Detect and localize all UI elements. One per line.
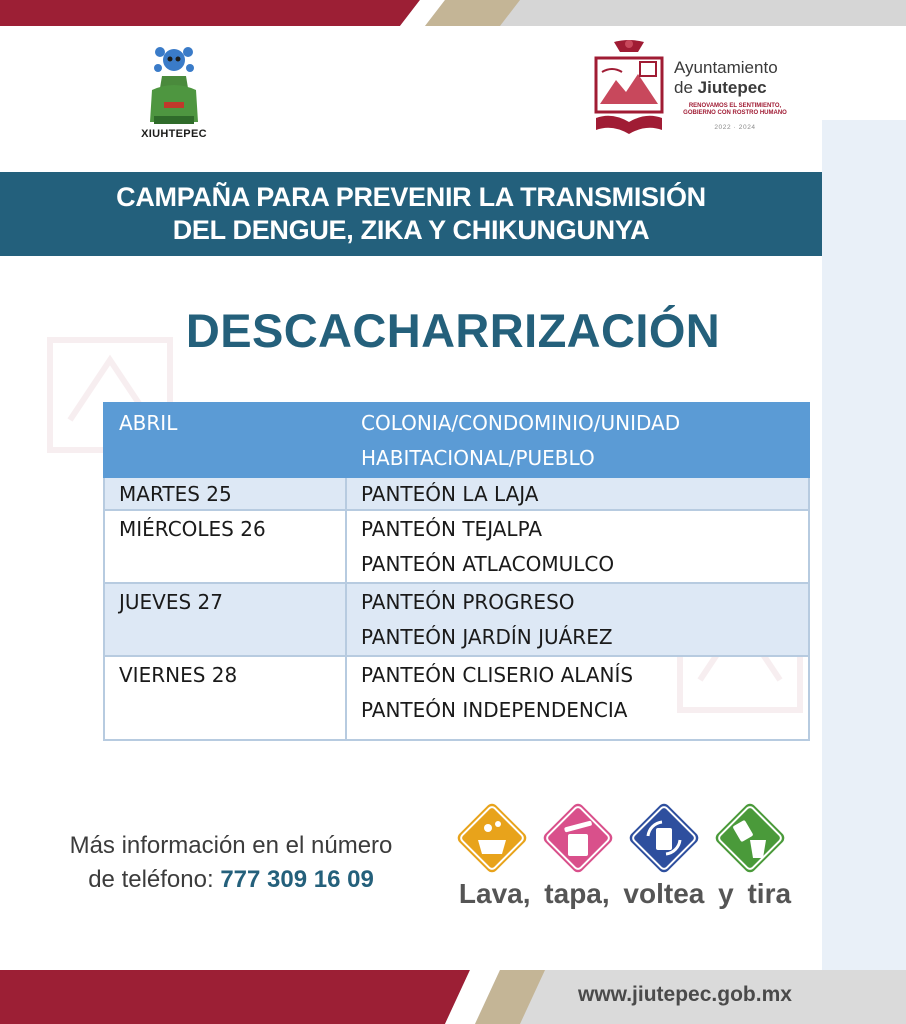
flip-icon [626, 800, 702, 876]
jiutepec-emblem-icon [592, 38, 666, 142]
header-month: ABRIL [104, 403, 346, 477]
campaign-banner-line-1: CAMPAÑA PARA PREVENIR LA TRANSMISIÓN [116, 182, 706, 212]
page-title: DESCACHARRIZACIÓN [185, 304, 721, 357]
place-item: PANTEÓN ATLACOMULCO [361, 552, 615, 576]
top-stripe [0, 0, 906, 26]
campaign-banner [0, 172, 822, 256]
throw-away-icon [712, 800, 788, 876]
side-decoration [822, 120, 906, 970]
place-item: PANTEÓN PROGRESO [361, 590, 575, 614]
day-cell: MIÉRCOLES 26 [104, 510, 346, 583]
day-cell: MARTES 25 [104, 477, 346, 510]
motto [672, 103, 798, 117]
administration-years: 2022 · 2024 [714, 124, 756, 131]
contact-info [26, 829, 436, 897]
table-row [104, 510, 809, 583]
place-cell [346, 477, 809, 510]
xiuhtepec-emblem-icon [128, 46, 220, 128]
header-place-line-1: COLONIA/CONDOMINIO/UNIDAD [361, 411, 681, 435]
table-row [104, 656, 809, 740]
place-cell [346, 583, 809, 656]
day-cell: JUEVES 27 [104, 583, 346, 656]
place-item: PANTEÓN CLISERIO ALANÍS [361, 663, 634, 687]
day-cell: VIERNES 28 [104, 656, 346, 740]
wash-icon [454, 800, 530, 876]
place-item: PANTEÓN LA LAJA [361, 482, 539, 506]
jiutepec-label [674, 78, 767, 98]
phone-label: de teléfono: [88, 866, 221, 893]
xiuhtepec-logo [128, 46, 220, 146]
motto-line-1: RENOVAMOS EL SENTIMIENTO, [688, 103, 782, 109]
table-header-row [104, 403, 809, 477]
header-place [346, 403, 809, 477]
prevention-icons [454, 800, 800, 880]
header-place-line-2: HABITACIONAL/PUEBLO [361, 446, 595, 470]
table-row [104, 583, 809, 656]
place-item: PANTEÓN JARDÍN JUÁREZ [361, 625, 613, 649]
place-item: PANTEÓN TEJALPA [361, 517, 543, 541]
jiutepec-name: Jiutepec [697, 78, 767, 97]
cover-icon [540, 800, 616, 876]
motto-line-2: GOBIERNO CON ROSTRO HUMANO [683, 110, 787, 116]
place-cell [346, 656, 809, 740]
place-item: PANTEÓN INDEPENDENCIA [361, 698, 628, 722]
table-row [104, 477, 809, 510]
campaign-banner-line-2: DEL DENGUE, ZIKA Y CHIKUNGUNYA [172, 215, 650, 245]
contact-info-line-1: Más información en el número [69, 832, 393, 859]
contact-info-line-2 [26, 863, 436, 897]
ayuntamiento-label: Ayuntamiento [674, 58, 778, 77]
website-link[interactable]: www.jiutepec.gob.mx [578, 983, 792, 1006]
xiuhtepec-logo-text: XIUHTEPEC [141, 128, 207, 140]
phone-number[interactable]: 777 309 16 09 [220, 866, 374, 893]
ayuntamiento-jiutepec-logo [592, 38, 802, 142]
jiutepec-prefix: de [674, 78, 698, 97]
place-cell [346, 510, 809, 583]
slogan: Lava, tapa, voltea y tira [458, 878, 792, 909]
schedule-table [103, 402, 810, 741]
